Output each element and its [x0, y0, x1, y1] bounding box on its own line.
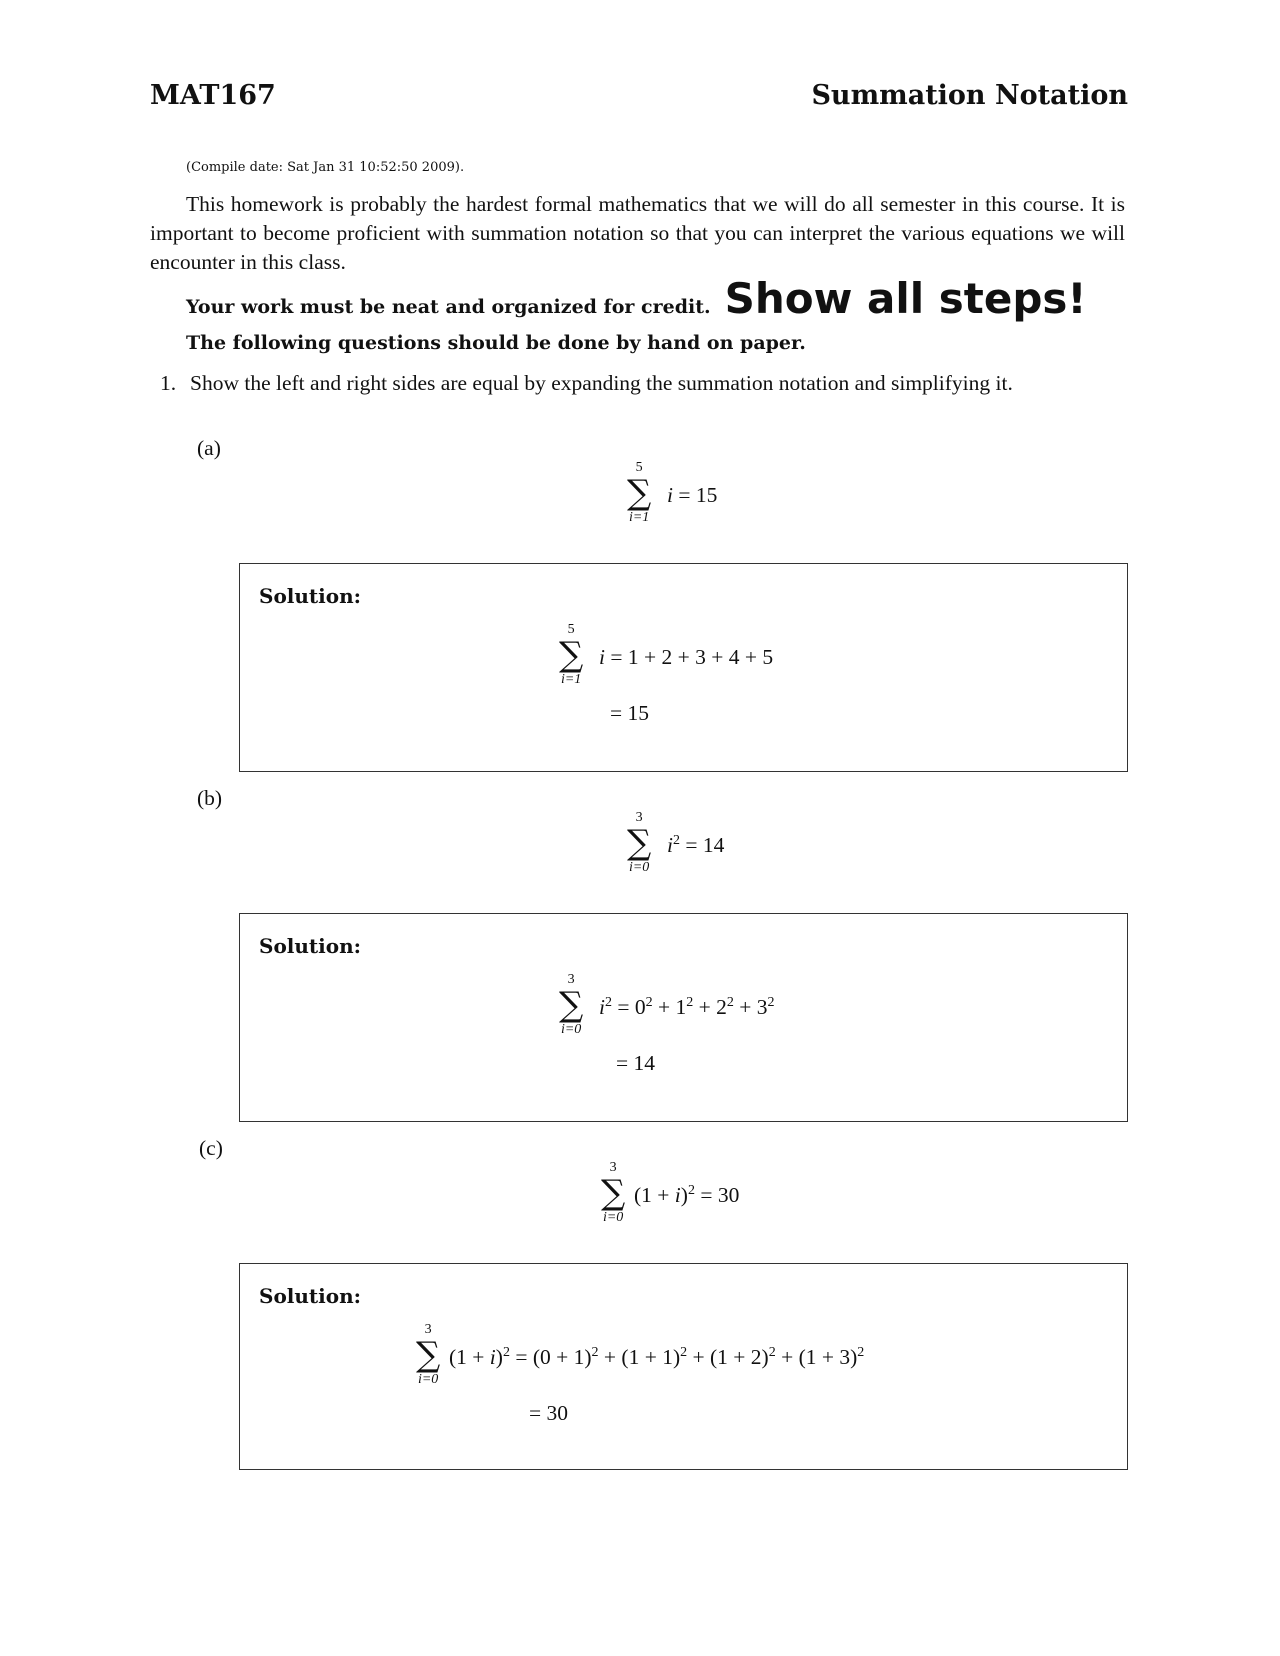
- solution-label: Solution:: [259, 584, 362, 608]
- course-code: MAT167: [150, 80, 276, 111]
- solution-label: Solution:: [259, 1284, 362, 1308]
- solution-box-a: Solution: 5 ∑ i=1 i = 1 + 2 + 3 + 4 + 5 = 15: [239, 563, 1128, 772]
- solution-box-c: Solution: 3 ∑ i=0 $(1 + i)^2 = (0 + 1)^2 + (1 + 1)^2 + (1 + 2)^2 + (1 + 3)^2$ = 30: [239, 1263, 1128, 1470]
- part-a-label: (a): [197, 436, 221, 460]
- part-c-label: (c): [199, 1136, 223, 1160]
- show-all-steps: Show all steps!: [724, 274, 1087, 323]
- sigma-symbol: 3 ∑ i=0: [559, 972, 584, 1037]
- notice-block: [186, 274, 1146, 354]
- sigma-symbol: 5 ∑ i=1: [559, 622, 584, 687]
- solution-label: Solution:: [259, 934, 362, 958]
- part-b-label: (b): [197, 786, 223, 810]
- solution-a-result: = 15: [610, 701, 650, 725]
- intro-paragraph: This homework is probably the hardest formal mathematics that we will do all semester in this course. It is important to become proficient with summation notation so that you can interpret the various equations we will encounter in this class.: [150, 192, 1125, 274]
- compile-date: (Compile date: Sat Jan 31 10:52:50 2009).: [186, 160, 465, 175]
- sigma-symbol: 3 ∑ i=0: [416, 1322, 441, 1387]
- solution-c-result: = 30: [529, 1401, 569, 1425]
- notice-line-1: Your work must be neat and organized for credit.: [186, 296, 711, 318]
- sigma-symbol: 3 ∑ i=0: [601, 1160, 626, 1225]
- solution-b-result: = 14: [616, 1051, 656, 1075]
- notice-line-2: The following questions should be done by hand on paper.: [186, 332, 806, 354]
- question-1: [160, 369, 1130, 397]
- question-text: Show the left and right sides are equal by expanding the summation notation and simplifying it.: [190, 371, 1013, 395]
- sigma-symbol: 3 ∑ i=0: [627, 810, 652, 875]
- question-number: 1.: [160, 371, 177, 395]
- sigma-symbol: 5 ∑ i=1: [627, 460, 652, 525]
- page-title: Summation Notation: [811, 80, 1128, 111]
- solution-box-b: Solution: 3 ∑ i=0 $i^2 = 0^2 + 1^2 + 2^2 + 3^2$ = 14: [239, 913, 1128, 1122]
